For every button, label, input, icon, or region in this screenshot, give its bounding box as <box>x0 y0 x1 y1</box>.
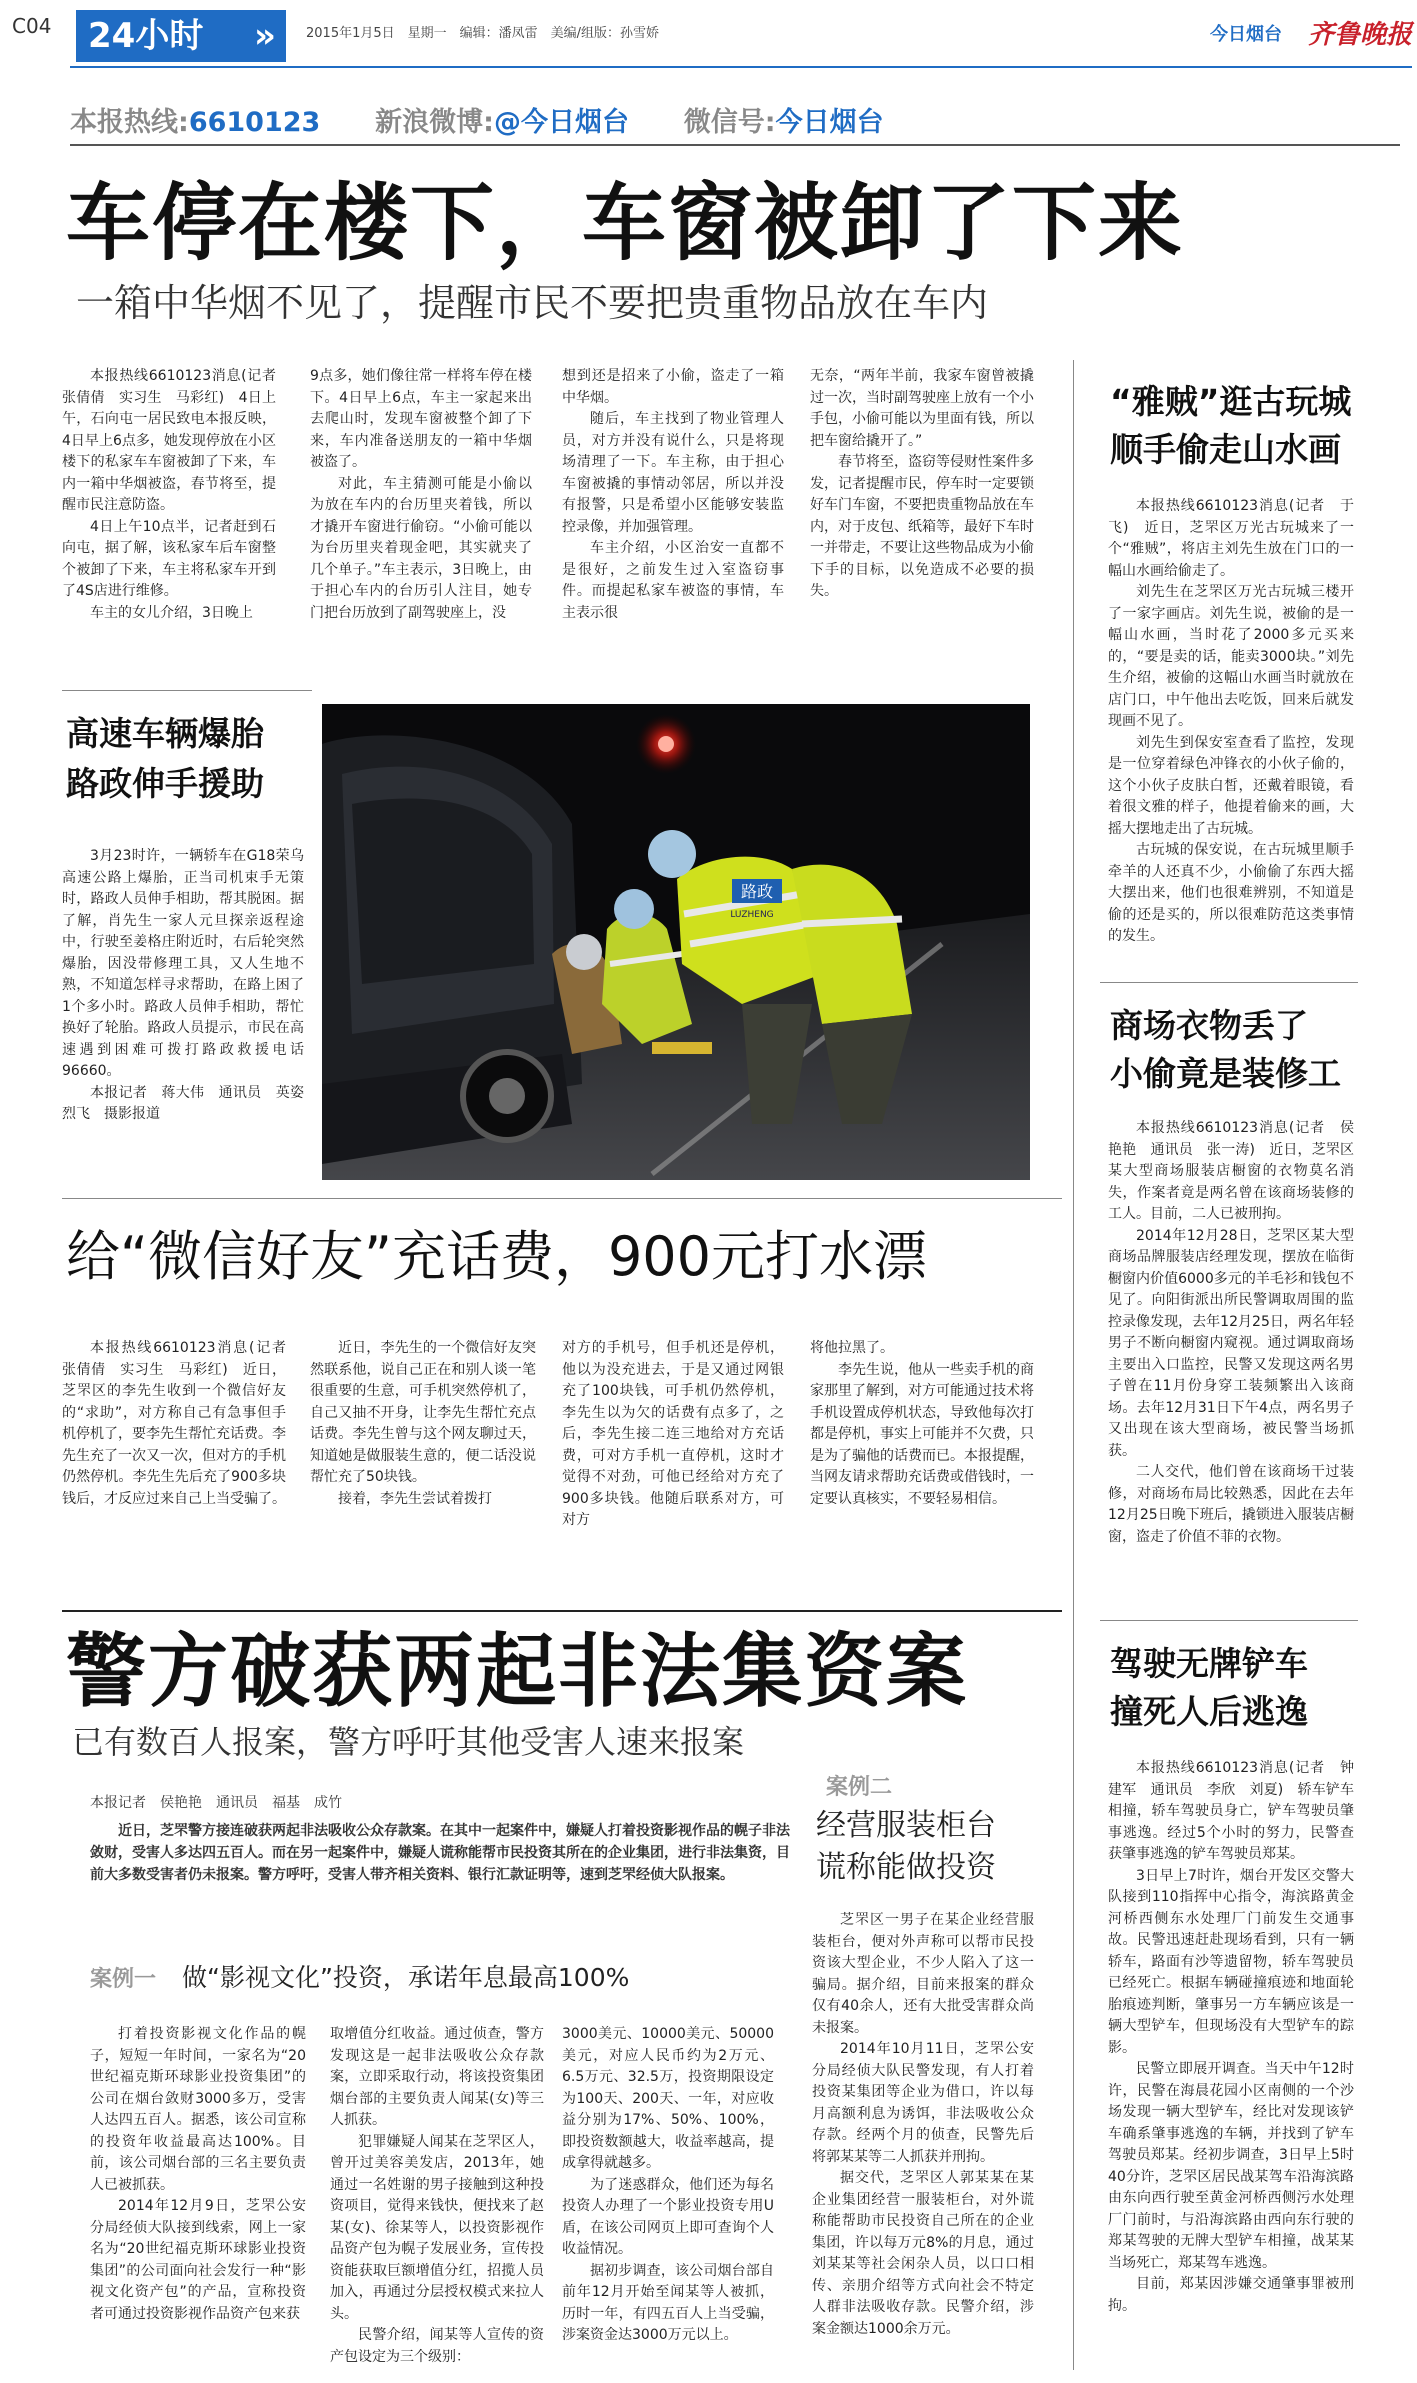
weibo-label: 新浪微博: <box>375 107 494 138</box>
story1-col3 <box>562 366 784 646</box>
case1-col1 <box>90 2024 306 2374</box>
story1-headline: 车停在楼下，车窗被卸了下来 <box>66 174 1185 272</box>
story5-col3 <box>562 1338 784 1588</box>
paper-logo: 齐鲁晚报 <box>1308 20 1413 50</box>
story5-col2 <box>310 1338 536 1588</box>
contact-rule <box>70 144 1400 146</box>
case1-label: 案例一 <box>90 1967 157 1992</box>
paragraph: 芝罘区一男子在某企业经营服装柜台，便对外声称可以帮市民投资该大型企业，不少人陷入了这一骗局。据介绍，目前来报案的群众仅有40余人，还有大批受害群众尚未报案。 <box>812 1912 1034 2036</box>
paragraph: 二人交代，他们曾在该商场干过装修，对商场布局比较熟悉，因此在去年12月25日晚下班后，撬锁进入服装店橱窗，盗走了价值不菲的衣物。 <box>1108 1464 1354 1545</box>
paragraph: 2014年10月11日，芝罘公安分局经侦大队民警发现，有人打着投资某集团等企业为借口，许以每月高额利息为诱饵，非法吸收公众存款。经两个月的侦查，民警先后将郭某某等二人抓获并刑拘。 <box>812 2041 1034 2165</box>
story7-subhead: 已有数百人报案，警方呼吁其他受害人速来报案 <box>72 1723 745 1761</box>
story5-top-rule <box>62 1198 1062 1199</box>
paragraph: 打着投资影视文化作品的幌子，短短一年时间，一家名为“20世纪福克斯环球影业投资集团”的公司在烟台敛财3000多万，受害人达四五百人。据悉，该公司宣称的投资年收益最高达100%。目前，该公司烟台部的三名主要负责人已被抓获。 <box>90 2026 306 2193</box>
weibo-value: @今日烟台 <box>493 107 629 138</box>
story2-headline-2: 路政伸手援助 <box>66 764 264 803</box>
paragraph: 3000美元、10000美元、50000美元，对应人民币约为2万元、6.5万元、32.5万，投资期限设定为100天、200天、一年，对应收益分别为17%、50%、100%，即投资数额越大，收益率越高，提成拿得就越多。 <box>562 2026 774 2171</box>
page-meta: 2015年1月5日 星期一 编辑：潘凤雷 美编/组版：孙雪娇 <box>306 26 660 41</box>
story7-byline: 本报记者 侯艳艳 通讯员 福基 成竹 <box>90 1795 342 1811</box>
case1-title: 做“影视文化”投资，承诺年息最高100% <box>182 1963 630 1992</box>
paragraph: 目前，郑某因涉嫌交通肇事罪被刑拘。 <box>1108 2276 1354 2314</box>
story7-top-rule <box>62 1610 1062 1612</box>
story4-headline-1: 商场衣物丢了 <box>1110 1006 1308 1045</box>
paragraph: 本报热线6610123消息(记者 于飞) 近日，芝罘区万光古玩城来了一个“雅贼”，将店主刘先生放在门口的一幅山水画给偷走了。 <box>1108 498 1354 579</box>
story5-col4 <box>810 1338 1034 1588</box>
story3-headline-2: 顺手偷走山水画 <box>1110 430 1341 469</box>
case2-title-1: 经营服装柜台 <box>816 1808 996 1843</box>
paragraph: 4日上午10点半，记者赶到石向屯，据了解，该私家车后车窗整个被卸了下来，车主将私家车开到了4S店进行维修。 <box>62 518 276 599</box>
case2-title-2: 谎称能做投资 <box>816 1850 996 1885</box>
paragraph: 2014年12月9日，芝罘公安分局经侦大队接到线索，网上一家名为“20世纪福克斯环球影业投资集团”的公司面向社会发行一种“影视文化资产包”的产品，宣称投资者可通过投资影视作品资产包来获 <box>90 2198 306 2322</box>
story7-headline: 警方破获两起非法集资案 <box>66 1625 968 1718</box>
story6-body <box>1108 1758 1354 2370</box>
paragraph: 3日早上7时许，烟台开发区交警大队接到110指挥中心指令，海滨路黄金河桥西侧东水处理厂门前发生交通事故。民警迅速赶赴现场看到，只有一辆轿车，路面有沙等遗留物，轿车驾驶员已经死亡。根据车辆碰撞痕迹和地面轮胎痕迹判断，肇事另一方车辆应该是一辆大型铲车，但现场没有大型铲车的踪影。 <box>1108 1867 1354 2056</box>
column-divider <box>1073 360 1074 1610</box>
story5-col1 <box>62 1338 300 1588</box>
vest-label: 路政 <box>740 882 774 901</box>
paragraph: 想到还是招来了小偷，盗走了一箱中华烟。 <box>562 368 784 406</box>
paragraph: 对方的手机号，但手机还是停机，他以为没充进去，于是又通过网银充了100块钱，可手机仍然停机，李先生以为欠的话费有点多了，之后，李先生接二连三地给对方充话费，可对方手机一直停机，这时才觉得不对劲，可他已经给对方充了900多块钱。他随后联系对方，可对方 <box>562 1340 784 1528</box>
story7-lead <box>90 1820 790 1932</box>
case1-col2 <box>330 2024 544 2374</box>
story2-top-rule <box>62 690 312 691</box>
paragraph: 3月23时许，一辆轿车在G18荣乌高速公路上爆胎，正当司机束手无策时，路政人员伸手相助，帮其脱困。据了解，肖先生一家人元旦探亲返程途中，行驶至姜格庄附近时，右后轮突然爆胎，因没带修理工具，又人生地不熟，不知道怎样寻求帮助，在路上困了1个多小时。路政人员伸手相助，帮忙换好了轮胎。路政人员提示，市民在高速遇到困难可拨打路政救援电话96660。 <box>62 848 304 1079</box>
story4-headline-2: 小偷竟是装修工 <box>1110 1054 1341 1093</box>
paragraph: 近日，芝罘警方接连破获两起非法吸收公众存款案。在其中一起案件中，嫌疑人打着投资影视作品的幌子非法敛财，受害人多达四五百人。而在另一起案件中，嫌疑人谎称能帮市民投资其所在的企业集团，进行非法集资，目前大多数受害者仍未报案。警方呼吁，受害人带齐相关资料、银行汇款证明等，速到芝罘经侦大队报案。 <box>90 1823 790 1883</box>
paragraph: 2014年12月28日，芝罘区某大型商场品牌服装店经理发现，摆放在临街橱窗内价值6000多元的羊毛衫和钱包不见了。向阳街派出所民警调取周围的监控录像发现，去年12月25日，两名年轻男子不断向橱窗内窥视。通过调取商场主要出入口监控，民警又发现这两名男子曾在11月份身穿工装频繁出入该商场。去年12月31日下午4点，两名男子又出现在该大型商场，被民警当场抓获。 <box>1108 1227 1354 1459</box>
story1-col4 <box>810 366 1034 646</box>
paragraph: 刘先生到保安室查看了监控，发现是一位穿着绿色冲锋衣的小伙子偷的，这个小伙子皮肤白皙，还戴着眼镜，看着很文雅的样子，他提着偷来的画，大摇大摆地走出了古玩城。 <box>1108 734 1354 837</box>
paragraph: 春节将至，盗窃等侵财性案件多发，记者提醒市民，停车时一定要锁好车门车窗，不要把贵重物品放在车内，对于皮包、纸箱等，最好下车时一并带走，不要让这些物品成为小偷下手的目标，以免造成不必要的损失。 <box>810 454 1034 599</box>
section-tab <box>76 10 286 62</box>
paragraph: 据初步调查，该公司烟台部自前年12月开始至闻某等人被抓，历时一年，有四五百人上当受骗，涉案资金达3000万元以上。 <box>562 2262 774 2343</box>
edition-name: 今日烟台 <box>1210 24 1282 45</box>
wechat-value: 今日烟台 <box>775 107 884 138</box>
paragraph: 李先生说，他从一些卖手机的商家那里了解到，对方可能通过技术将手机设置成停机状态，导致他每次打都是停机，事实上可能并不欠费，只是为了骗他的话费而已。本报提醒，当网友请求帮助充话费或借钱时，一定要认真核实，不要轻易相信。 <box>810 1361 1034 1507</box>
header-rule <box>70 66 1412 68</box>
story4-top-rule <box>1100 982 1358 983</box>
hotline-value: 6610123 <box>188 107 321 138</box>
vest-label-en: LUZHENG <box>730 910 774 920</box>
paragraph: 刘先生在芝罘区万光古玩城三楼开了一家字画店。刘先生说，被偷的是一幅山水画，当时花了2000多元买来的，“要是卖的话，能卖3000块。”刘先生介绍，被偷的这幅山水画当时就放在店门口，中午他出去吃饭，回来后就发现画不见了。 <box>1108 584 1354 729</box>
wechat-label: 微信号: <box>683 107 776 138</box>
paragraph: 民警立即展开调查。当天中午12时许，民警在海晨花园小区南侧的一个沙场发现一辆大型铲车，经比对发现该铲车确系肇事逃逸的车辆，并找到了铲车驾驶员郑某。经初步调查，3日早上5时40分许，芝罘区居民战某驾车沿海滨路由东向西行驶至黄金河桥西侧污水处理厂门前时，与沿海滨路由西向东行驶的郑某驾驶的无牌大型铲车相撞，战某某当场死亡，郑某驾车逃逸。 <box>1108 2061 1354 2271</box>
story1-col1 <box>62 366 290 646</box>
case1-col3 <box>562 2024 774 2374</box>
paragraph: 本报热线6610123消息(记者 钟建军 通讯员 李欣 刘夏) 轿车铲车相撞，轿车驾驶员身亡，铲车驾驶员肇事逃逸。经过5个小时的努力，民警查获肇事逃逸的铲车驾驶员郑某。 <box>1108 1760 1354 1862</box>
paragraph: 将他拉黑了。 <box>810 1340 894 1356</box>
story2-headline-1: 高速车辆爆胎 <box>66 714 264 753</box>
paragraph: 取增值分红收益。通过侦查，警方发现这是一起非法吸收公众存款案，立即采取行动，将该投资集团烟台部的主要负责人闻某(女)等三人抓获。 <box>330 2026 544 2128</box>
contact-bar <box>70 100 884 139</box>
paragraph: 车主的女儿介绍，3日晚上 <box>90 604 253 621</box>
paragraph: 近日，李先生的一个微信好友突然联系他，说自己正在和别人谈一笔很重要的生意，可手机突然停机了，自己又抽不开身，让李先生帮忙充点话费。李先生曾与这个网友聊过天，知道她是做服装生意的，便二话没说帮忙充了50块钱。 <box>310 1340 536 1485</box>
case2-label: 案例二 <box>826 1775 893 1800</box>
story3-headline-1: “雅贼”逛古玩城 <box>1110 382 1352 421</box>
chevron-icon: » <box>254 16 276 56</box>
column-divider <box>1073 1610 1074 2370</box>
story3-body <box>1108 496 1354 962</box>
story2-body <box>62 846 318 1186</box>
story1-col2 <box>310 366 532 646</box>
story6-headline-1: 驾驶无牌铲车 <box>1110 1644 1308 1683</box>
paragraph: 本报记者 蒋大伟 通讯员 英姿 烈飞 摄影报道 <box>62 1084 318 1122</box>
paragraph: 无奈，“两年半前，我家车窗曾被撬过一次，当时副驾驶座上放有一个小手包，小偷可能以为里面有钱，所以把车窗给撬开了。” <box>810 368 1034 449</box>
paragraph: 为了迷惑群众，他们还为每名投资人办理了一个影业投资专用U盾，在该公司网页上即可查询个人收益情况。 <box>562 2176 774 2257</box>
story1-subhead: 一箱中华烟不见了，提醒市民不要把贵重物品放在车内 <box>76 281 989 325</box>
paragraph: 据交代，芝罘区人郭某某在某企业集团经营一服装柜台，对外谎称能帮助市民投资自己所在的企业集团，许以每万元8%的月息，通过刘某某等社会闲杂人员，以口口相传、亲朋介绍等方式向社会不特定人群非法吸收存款。民警介绍，涉案金额达1000余万元。 <box>812 2170 1034 2337</box>
paragraph: 本报热线6610123消息(记者 张倩倩 实习生 马彩红) 近日，芝罘区的李先生收到一个微信好友的“求助”，对方称自己有急事但手机停机了，要李先生帮忙充话费。李先生充了一次又一次，但对方的手机仍然停机。李先生先后充了900多块钱后，才反应过来自己上当受骗了。 <box>62 1340 300 1507</box>
story6-top-rule <box>1100 1620 1358 1621</box>
paragraph: 对此，车主猜测可能是小偷以为放在车内的台历里夹着钱，所以才撬开车窗进行偷窃。“小偷可能以为台历里夹着现金吧，其实就夹了几个单子。”车主表示，3日晚上，由于担心车内的台历引人注目，她专门把台历放到了副驾驶座上，没 <box>310 475 532 621</box>
paragraph: 民警介绍，闻某等人宣传的资产包设定为三个级别： <box>330 2327 544 2365</box>
case2-body <box>812 1910 1034 2374</box>
story4-body <box>1108 1118 1354 1596</box>
paragraph: 9点多，她们像往常一样将车停在楼下。4日早上6点，车主一家起来出去爬山时，发现车窗被整个卸了下来，车内准备送朋友的一箱中华烟被盗了。 <box>310 368 532 470</box>
hotline-label: 本报热线: <box>70 107 189 138</box>
page-number: C04 <box>12 14 52 38</box>
paragraph: 车主介绍，小区治安一直都不是很好，之前发生过入室盗窃事件。而提起私家车被盗的事情，车主表示很 <box>562 540 784 621</box>
story5-headline: 给“微信好友”充话费，900元打水漂 <box>66 1225 928 1288</box>
news-photo <box>322 704 1030 1180</box>
photo-illustration <box>322 704 1030 1180</box>
paragraph: 接着，李先生尝试着拨打 <box>338 1490 492 1507</box>
paragraph: 犯罪嫌疑人闻某在芝罘区人，曾开过美容美发店，2013年，她通过一名姓谢的男子接触到这种投资项目，觉得来钱快，便找来了赵某(女)、徐某等人，以投资影视作品资产包为幌子发展业务，宣传投资能获取巨额增值分红，招揽人员加入，再通过分层授权模式来拉人头。 <box>330 2133 544 2322</box>
paragraph: 本报热线6610123消息(记者 张倩倩 实习生 马彩红) 4日上午，石向屯一居民致电本报反映，4日早上6点多，她发现停放在小区楼下的私家车车窗被卸了下来，车内一箱中华烟被盗，春节将至，提醒市民注意防盗。 <box>62 368 290 513</box>
paragraph: 古玩城的保安说，在古玩城里顺手牵羊的人还真不少，小偷偷了东西大摇大摆出来，他们也很难辨别，不知道是偷的还是买的，所以很难防范这类事情的发生。 <box>1108 842 1354 944</box>
paragraph: 本报热线6610123消息(记者 侯艳艳 通讯员 张一涛) 近日，芝罘区某大型商场服装店橱窗的衣物莫名消失，作案者竟是两名曾在该商场装修的工人。目前，二人已被刑拘。 <box>1108 1120 1354 1222</box>
story6-headline-2: 撞死人后逃逸 <box>1110 1692 1308 1731</box>
section-title: 24小时 <box>88 16 204 56</box>
paragraph: 随后，车主找到了物业管理人员，对方并没有说什么，只是将现场清理了一下。车主称，由于担心车窗被撬的事情动邻居，所以并没有报警，只是希望小区能够安装监控录像，并加强管理。 <box>562 411 784 535</box>
